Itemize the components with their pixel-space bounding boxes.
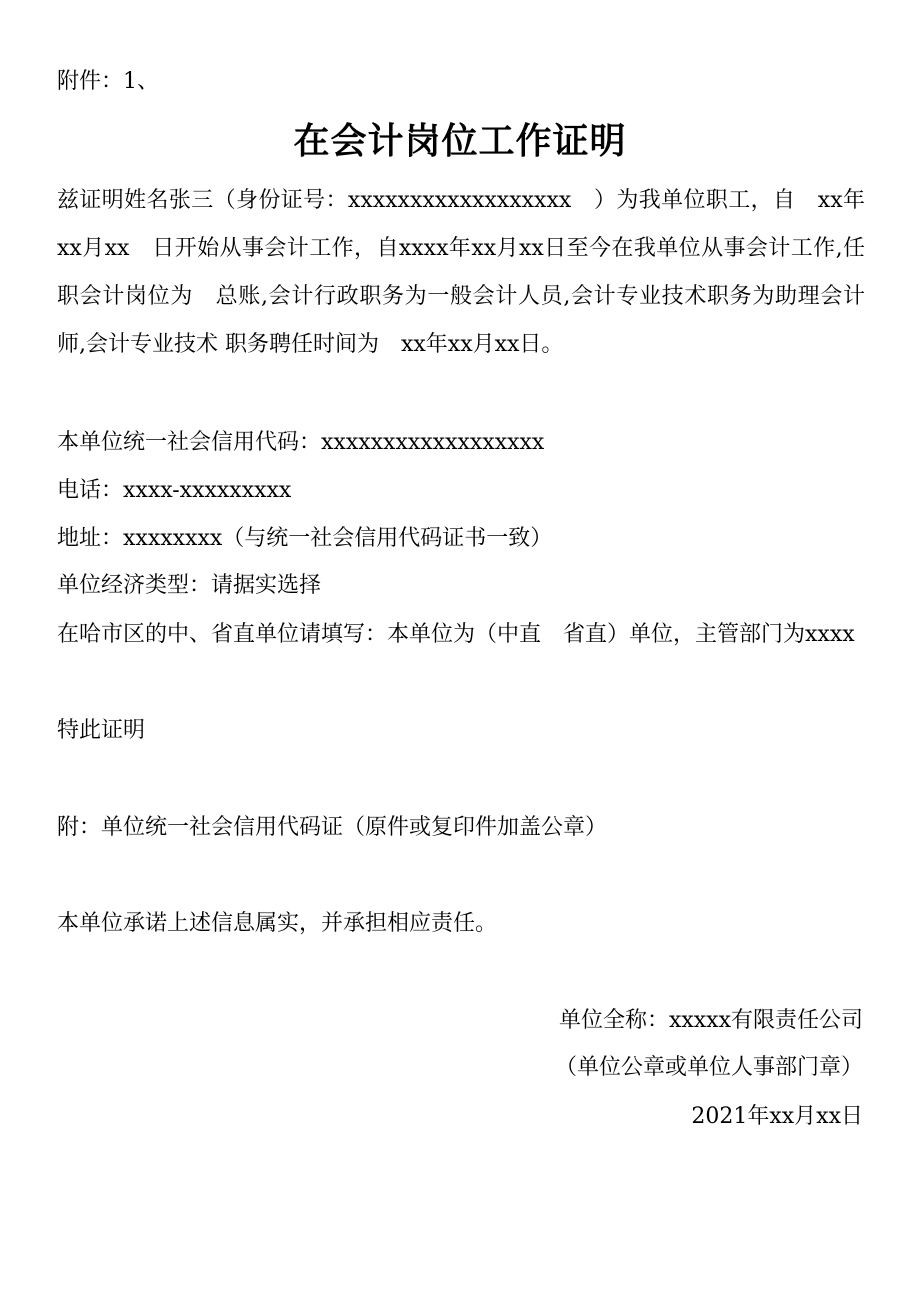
economic-type-line: 单位经济类型：请据实选择 <box>57 573 322 598</box>
harbin-paragraph: 在哈市区的中、省直单位请填写：本单位为（中直 省直）单位，主管部门为xxxx <box>57 622 855 647</box>
appendix-line: 附：单位统一社会信用代码证（原件或复印件加盖公章） <box>57 815 608 840</box>
document-date: 2021年xx月xx日 <box>691 1104 863 1129</box>
body-paragraph: 兹证明姓名张三（身份证号：xxxxxxxxxxxxxxxxxx ）为我单位职工，自 xx年 xx月xx 日开始从事会计工作，自xxxx年xx月xx日至今在我单位从事会计工作,任职会计岗位为 总账,会计行政职务为一般会计人员,会计专业技术职务为助理会计师,会计专业技术 职务聘任时间为 xx年xx月xx日。 <box>57 188 888 357</box>
phone-line: 电话：xxxx-xxxxxxxxx <box>57 478 292 503</box>
unit-full-name: 单位全称：xxxxx有限责任公司 <box>558 1008 863 1033</box>
attachment-label: 附件：1、 <box>57 69 159 94</box>
address-line: 地址：xxxxxxxx（与统一社会信用代码证书一致） <box>57 526 553 551</box>
document-title: 在会计岗位工作证明 <box>293 121 627 162</box>
credit-code-line: 本单位统一社会信用代码：xxxxxxxxxxxxxxxxxx <box>57 430 545 455</box>
seal-note: （单位公章或单位人事部门章） <box>554 1055 863 1080</box>
promise-line: 本单位承诺上述信息属实，并承担相应责任。 <box>57 911 498 936</box>
certify-line: 特此证明 <box>57 718 146 743</box>
